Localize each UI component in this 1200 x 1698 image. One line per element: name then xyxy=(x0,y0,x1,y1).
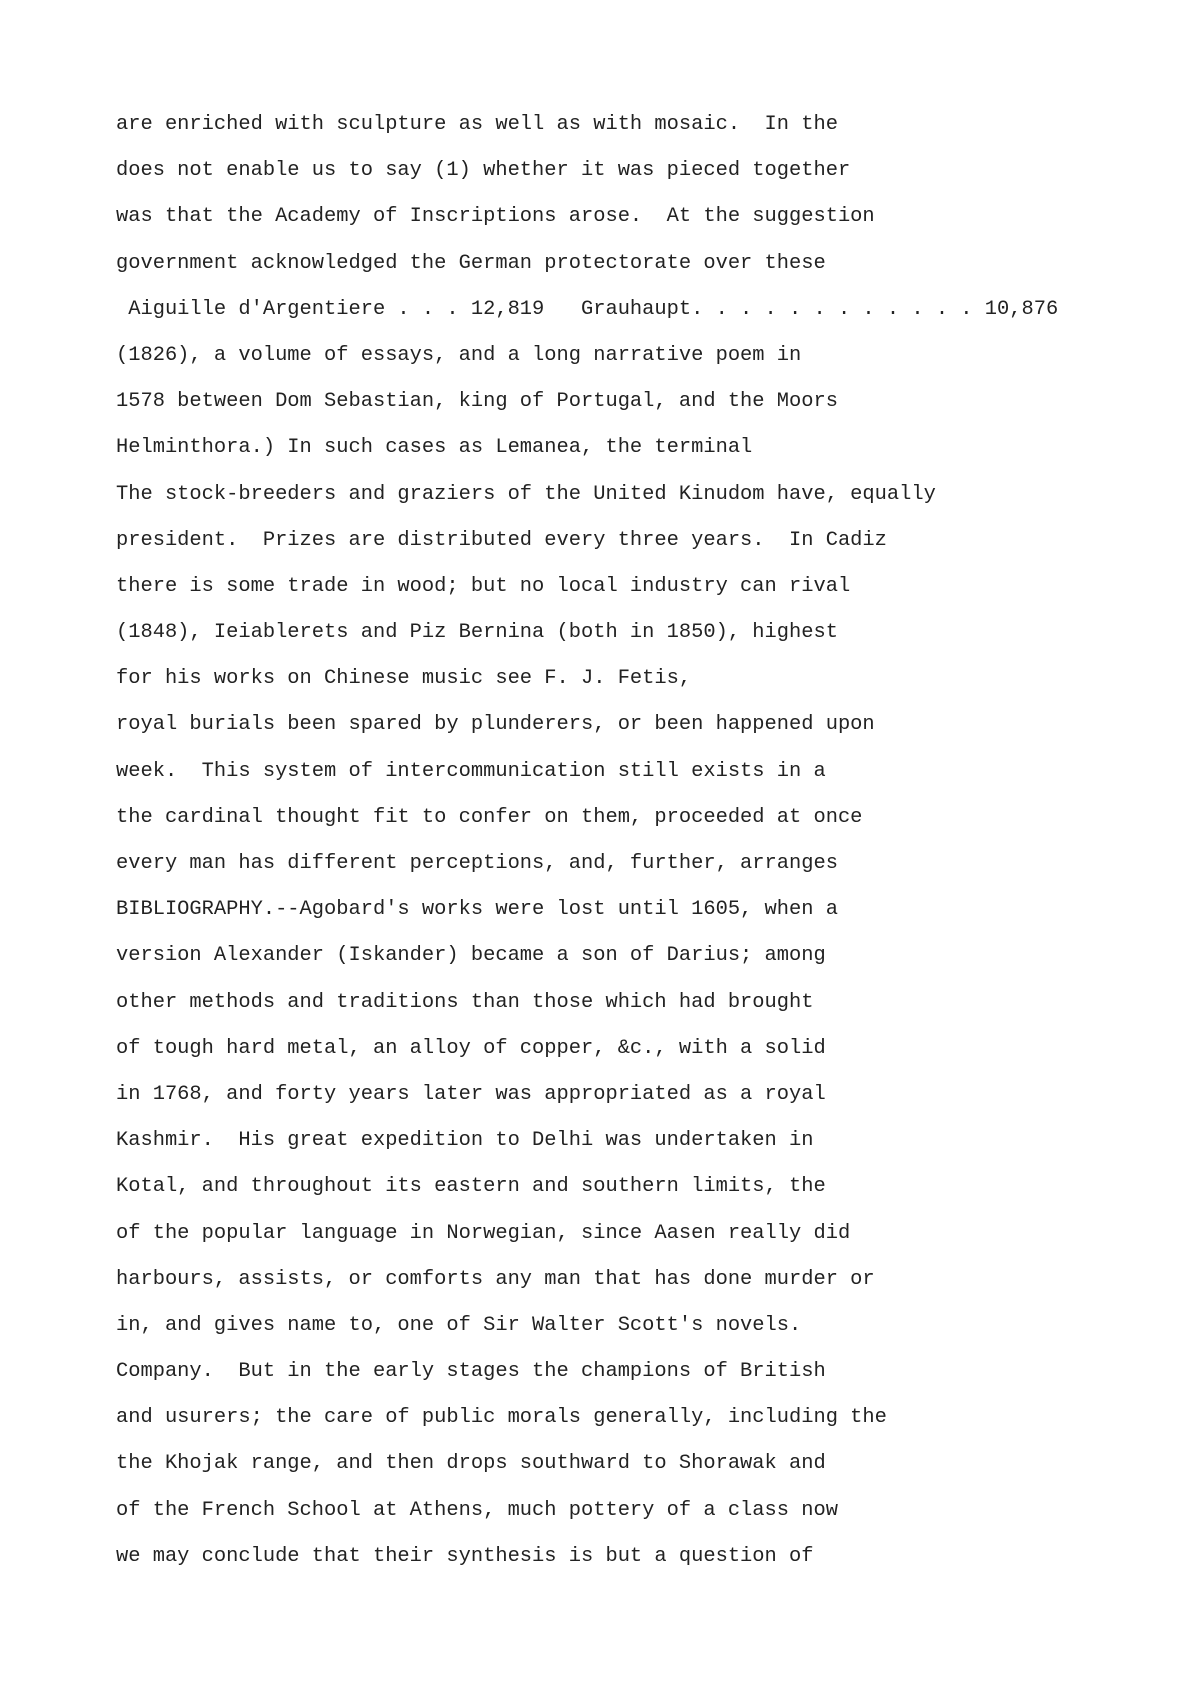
text-line: royal burials been spared by plunderers, or been happened upon xyxy=(116,713,875,737)
text-line: in, and gives name to, one of Sir Walter Scott's novels. xyxy=(116,1313,802,1337)
text-line: BIBLIOGRAPHY.--Agobard's works were lost until 1605, when a xyxy=(116,898,838,922)
text-line: of the French School at Athens, much pottery of a class now xyxy=(116,1498,838,1522)
text-line: The stock-breeders and graziers of the United Kinudom have, equally xyxy=(116,482,936,506)
text-line: week. This system of intercommunication still exists in a xyxy=(116,759,826,783)
text-line: the Khojak range, and then drops southward to Shorawak and xyxy=(116,1452,826,1476)
text-line: for his works on Chinese music see F. J. Fetis, xyxy=(116,667,692,691)
text-line: every man has different perceptions, and, further, arranges xyxy=(116,852,838,875)
text-line: Kashmir. His great expedition to Delhi was undertaken in xyxy=(116,1129,814,1153)
text-line: and usurers; the care of public morals generally, including the xyxy=(116,1406,887,1430)
text-line: we may conclude that their synthesis is but a question of xyxy=(116,1544,814,1568)
text-line: the cardinal thought fit to confer on them, proceeded at once xyxy=(116,805,863,829)
text-line: does not enable us to say (1) whether it was pieced together xyxy=(116,159,851,183)
text-line: (1826), a volume of essays, and a long narrative poem in xyxy=(116,343,802,367)
text-line: president. Prizes are distributed every three years. In Cadiz xyxy=(116,528,887,552)
text-line: government acknowledged the German protectorate over these xyxy=(116,251,826,275)
text-line: was that the Academy of Inscriptions arose. At the suggestion xyxy=(116,205,875,229)
text-line: Kotal, and throughout its eastern and southern limits, the xyxy=(116,1175,826,1199)
document-text-block xyxy=(116,109,1058,1587)
text-line: Aiguille d'Argentiere . . . 12,819 Grauhaupt. . . . . . . . . . . . 10,876 xyxy=(116,297,1059,321)
text-line: 1578 between Dom Sebastian, king of Portugal, and the Moors xyxy=(116,390,838,414)
text-line: (1848), Ieiablerets and Piz Bernina (both in 1850), highest xyxy=(116,621,838,645)
text-line: Company. But in the early stages the champions of British xyxy=(116,1360,826,1384)
text-line: of tough hard metal, an alloy of copper, &c., with a solid xyxy=(116,1036,826,1060)
text-line: version Alexander (Iskander) became a son of Darius; among xyxy=(116,944,826,968)
text-line: there is some trade in wood; but no local industry can rival xyxy=(116,574,851,598)
text-line: other methods and traditions than those which had brought xyxy=(116,990,814,1014)
text-line: in 1768, and forty years later was appropriated as a royal xyxy=(116,1082,826,1106)
text-line: harbours, assists, or comforts any man that has done murder or xyxy=(116,1267,875,1291)
text-line: of the popular language in Norwegian, since Aasen really did xyxy=(116,1221,851,1245)
text-line: Helminthora.) In such cases as Lemanea, the terminal xyxy=(116,436,753,460)
text-line: are enriched with sculpture as well as with mosaic. In the xyxy=(116,113,838,136)
